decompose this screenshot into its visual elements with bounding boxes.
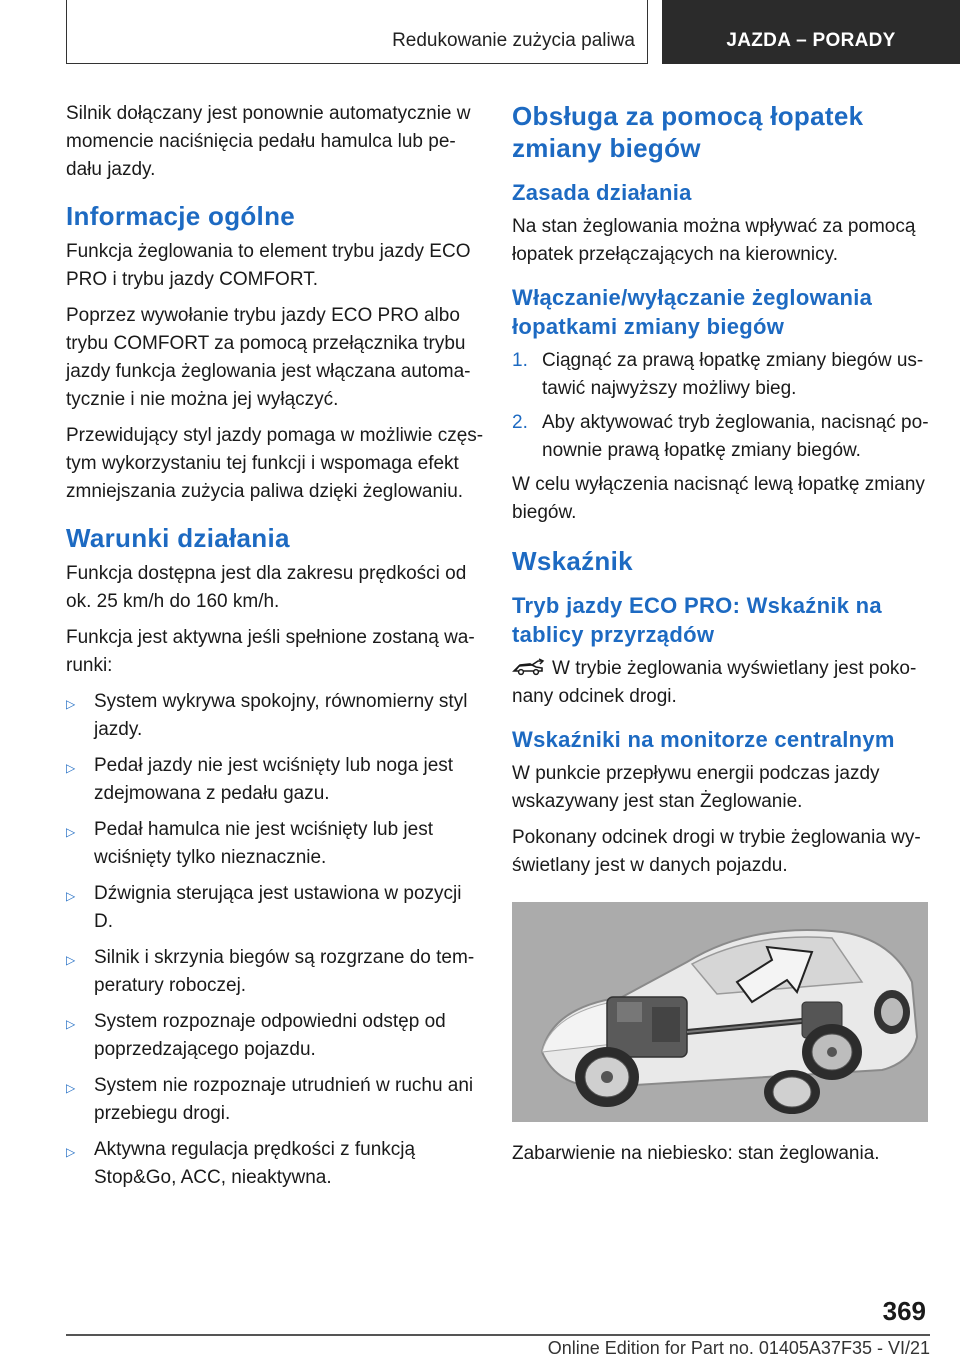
coasting-car-icon — [512, 658, 546, 676]
heading-central: Wskaźniki na monitorze centralnym — [512, 727, 895, 752]
off-paragraph: W celu wyłączenia nacisnąć lewą łopatkę zmiany biegów. — [512, 474, 925, 523]
list-item — [66, 880, 484, 936]
heading-principle: Zasada działania — [512, 180, 692, 205]
triangle-bullet-icon: ▷ — [66, 825, 76, 839]
list-item-text: Pedał jazdy nie jest wciśnięty lub noga jest zdejmowana z pedału gazu. — [94, 755, 454, 804]
list-item-text: Aktywna regulacja prędkości z funkcją Stop&Go, ACC, nieaktywna. — [94, 1139, 416, 1188]
car-drivetrain-image — [512, 902, 928, 1122]
list-item — [512, 347, 930, 403]
heading-conditions: Warunki działania — [66, 523, 290, 553]
list-item — [66, 1072, 484, 1128]
intro-paragraph: Silnik dołączany jest ponownie automatycznie w momencie naciśnięcia pedału hamulca lub pe‐dału jazdy. — [66, 103, 471, 180]
figure-caption: Zabarwienie na niebiesko: stan żeglowania. — [512, 1143, 880, 1164]
footer-edition: Online Edition for Part no. 01405A37F35 - VI/21 — [547, 1338, 930, 1358]
central-paragraph-2: Pokonany odcinek drogi w trybie żeglowania wy‐świetlany jest w danych pojazdu. — [512, 827, 921, 876]
list-item — [66, 1136, 484, 1192]
list-item-text: System wykrywa spokojny, równomierny styl jazdy. — [94, 691, 468, 740]
list-item-text: System rozpoznaje odpowiedni odstęp od poprzedzającego pojazdu. — [94, 1011, 446, 1060]
principle-paragraph: Na stan żeglowania można wpływać za pomocą łopatek przełączających na kierownicy. — [512, 216, 916, 265]
step-number: 2. — [512, 412, 528, 433]
conditions-paragraph-1: Funkcja dostępna jest dla zakresu prędkości od ok. 25 km/h do 160 km/h. — [66, 563, 467, 612]
heading-cluster: Tryb jazdy ECO PRO: Wskaźnik na tablicy przyrządów — [512, 593, 882, 647]
list-item-text: Dźwignia sterująca jest ustawiona w pozycji D. — [94, 883, 462, 932]
heading-on-off: Włączanie/wyłączanie żeglowania łopatkami zmiany biegów — [512, 285, 873, 339]
list-item — [66, 816, 484, 872]
triangle-bullet-icon: ▷ — [66, 1081, 76, 1095]
header-chapter-box — [662, 0, 960, 64]
steps-list — [512, 347, 930, 465]
step-text: Ciągnąć za prawą łopatkę zmiany biegów us‐tawić najwyższy możliwy bieg. — [542, 350, 924, 399]
heading-indicator: Wskaźnik — [512, 546, 633, 576]
list-item — [66, 688, 484, 744]
conditions-list — [66, 688, 484, 1192]
triangle-bullet-icon: ▷ — [66, 1145, 76, 1159]
triangle-bullet-icon: ▷ — [66, 761, 76, 775]
list-item — [66, 752, 484, 808]
car-illustration — [512, 902, 928, 1122]
step-text: Aby aktywować tryb żeglowania, nacisnąć po‐nownie prawą łopatkę zmiany biegów. — [542, 412, 929, 461]
list-item-text: System nie rozpoznaje utrudnień w ruchu ani przebiegu drogi. — [94, 1075, 474, 1124]
step-number: 1. — [512, 350, 528, 371]
list-item-text: Silnik i skrzynia biegów są rozgrzane do tem‐peratury roboczej. — [94, 947, 475, 996]
cluster-paragraph — [512, 655, 930, 711]
triangle-bullet-icon: ▷ — [66, 697, 76, 711]
header-chapter-title: JAZDA – PORADY — [726, 30, 896, 51]
central-paragraph-1: W punkcie przepływu energii podczas jazdy wskazywany jest stan Żeglowanie. — [512, 763, 880, 812]
triangle-bullet-icon: ▷ — [66, 1017, 76, 1031]
list-item-text: Pedał hamulca nie jest wciśnięty lub jest wciśnięty tylko nieznacznie. — [94, 819, 434, 868]
general-paragraph-1: Funkcja żeglowania to element trybu jazdy ECO PRO i trybu jazdy COMFORT. — [66, 241, 471, 290]
triangle-bullet-icon: ▷ — [66, 953, 76, 967]
footer-divider — [66, 1334, 930, 1336]
header-section-box — [66, 0, 648, 64]
list-item — [512, 409, 930, 465]
right-column — [512, 100, 930, 1176]
list-item — [66, 944, 484, 1000]
conditions-paragraph-2: Funkcja jest aktywna jeśli spełnione zostaną wa‐runki: — [66, 627, 475, 676]
cluster-text: W trybie żeglowania wyświetlany jest poko‐nany odcinek drogi. — [512, 658, 917, 707]
general-paragraph-2: Poprzez wywołanie trybu jazdy ECO PRO albo trybu COMFORT za pomocą przełącznika trybu jazdy funkcja żeglowania jest włączana automa‐tycznie i nie można jej wyłączyć. — [66, 305, 471, 410]
header-section-title: Redukowanie zużycia paliwa — [392, 29, 635, 51]
general-paragraph-3: Przewidujący styl jazdy pomaga w możliwie częs‐tym wykorzystaniu tej funkcji i wspomaga efekt zmniejszania zużycia paliwa dzięki żeglowaniu. — [66, 425, 484, 502]
heading-paddles: Obsługa za pomocą łopatek zmiany biegów — [512, 101, 864, 163]
triangle-bullet-icon: ▷ — [66, 889, 76, 903]
page-number: 369 — [882, 1296, 926, 1326]
left-column — [66, 100, 484, 1200]
list-item — [66, 1008, 484, 1064]
heading-general-info: Informacje ogólne — [66, 201, 296, 231]
